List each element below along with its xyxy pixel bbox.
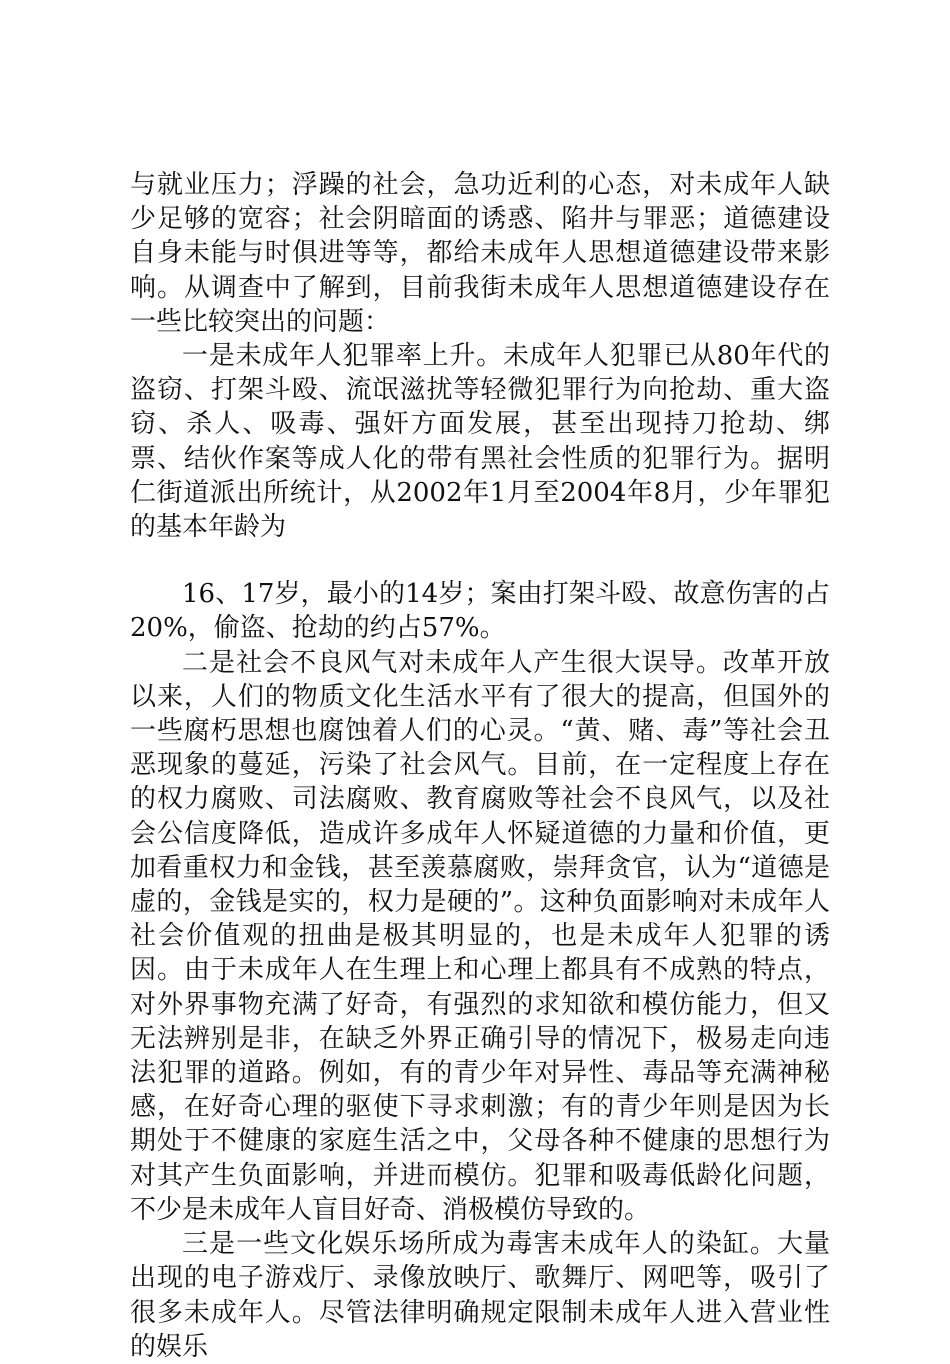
paragraph-point-one-continued: 16、17岁，最小的14岁；案由打架斗殴、故意伤害的占20%，偷盗、抢劫的约占57%。	[130, 579, 830, 644]
paragraph-intro: 与就业压力；浮躁的社会，急功近利的心态，对未成年人缺少足够的宽容；社会阴暗面的诱惑、陷井与罪恶；道德建设自身未能与时俱进等等，都给未成年人思想道德建设带来影响。从调查中了解到，目前我街未成年人思想道德建设存在一些比较突出的问题：	[130, 170, 830, 337]
paragraph-point-one: 一是未成年人犯罪率上升。未成年人犯罪已从80年代的盗窃、打架斗殴、流氓滋扰等轻微犯罪行为向抢劫、重大盗窃、杀人、吸毒、强奸方面发展，甚至出现持刀抢劫、绑票、结伙作案等成人化的带有黑社会性质的犯罪行为。据明仁街道派出所统计，从2002年1月至2004年8月，少年罪犯的基本年龄为	[130, 341, 830, 543]
document-body	[130, 168, 830, 1364]
paragraph-point-three: 三是一些文化娱乐场所成为毒害未成年人的染缸。大量出现的电子游戏厅、录像放映厅、歌舞厅、网吧等，吸引了很多未成年人。尽管法律明确规定限制未成年人进入营业性的娱乐	[130, 1229, 830, 1362]
paragraph-point-two: 二是社会不良风气对未成年人产生很大误导。改革开放以来，人们的物质文化生活水平有了很大的提高，但国外的一些腐朽思想也腐蚀着人们的心灵。“黄、赌、毒”等社会丑恶现象的蔓延，污染了社会风气。目前，在一定程度上存在的权力腐败、司法腐败、教育腐败等社会不良风气，以及社会公信度降低，造成许多成年人怀疑道德的力量和价值，更加看重权力和金钱，甚至羡慕腐败，崇拜贪官，认为“道德是虚的，金钱是实的，权力是硬的”。这种负面影响对未成年人社会价值观的扭曲是极其明显的，也是未成年人犯罪的诱因。由于未成年人在生理上和心理上都具有不成熟的特点，对外界事物充满了好奇，有强烈的求知欲和模仿能力，但又无法辨别是非，在缺乏外界正确引导的情况下，极易走向违法犯罪的道路。例如，有的青少年对异性、毒品等充满神秘感，在好奇心理的驱使下寻求刺激；有的青少年则是因为长期处于不健康的家庭生活之中，父母各种不健康的思想行为对其产生负面影响，并进而模仿。犯罪和吸毒低龄化问题，不少是未成年人盲目好奇、消极模仿导致的。	[130, 647, 830, 1225]
